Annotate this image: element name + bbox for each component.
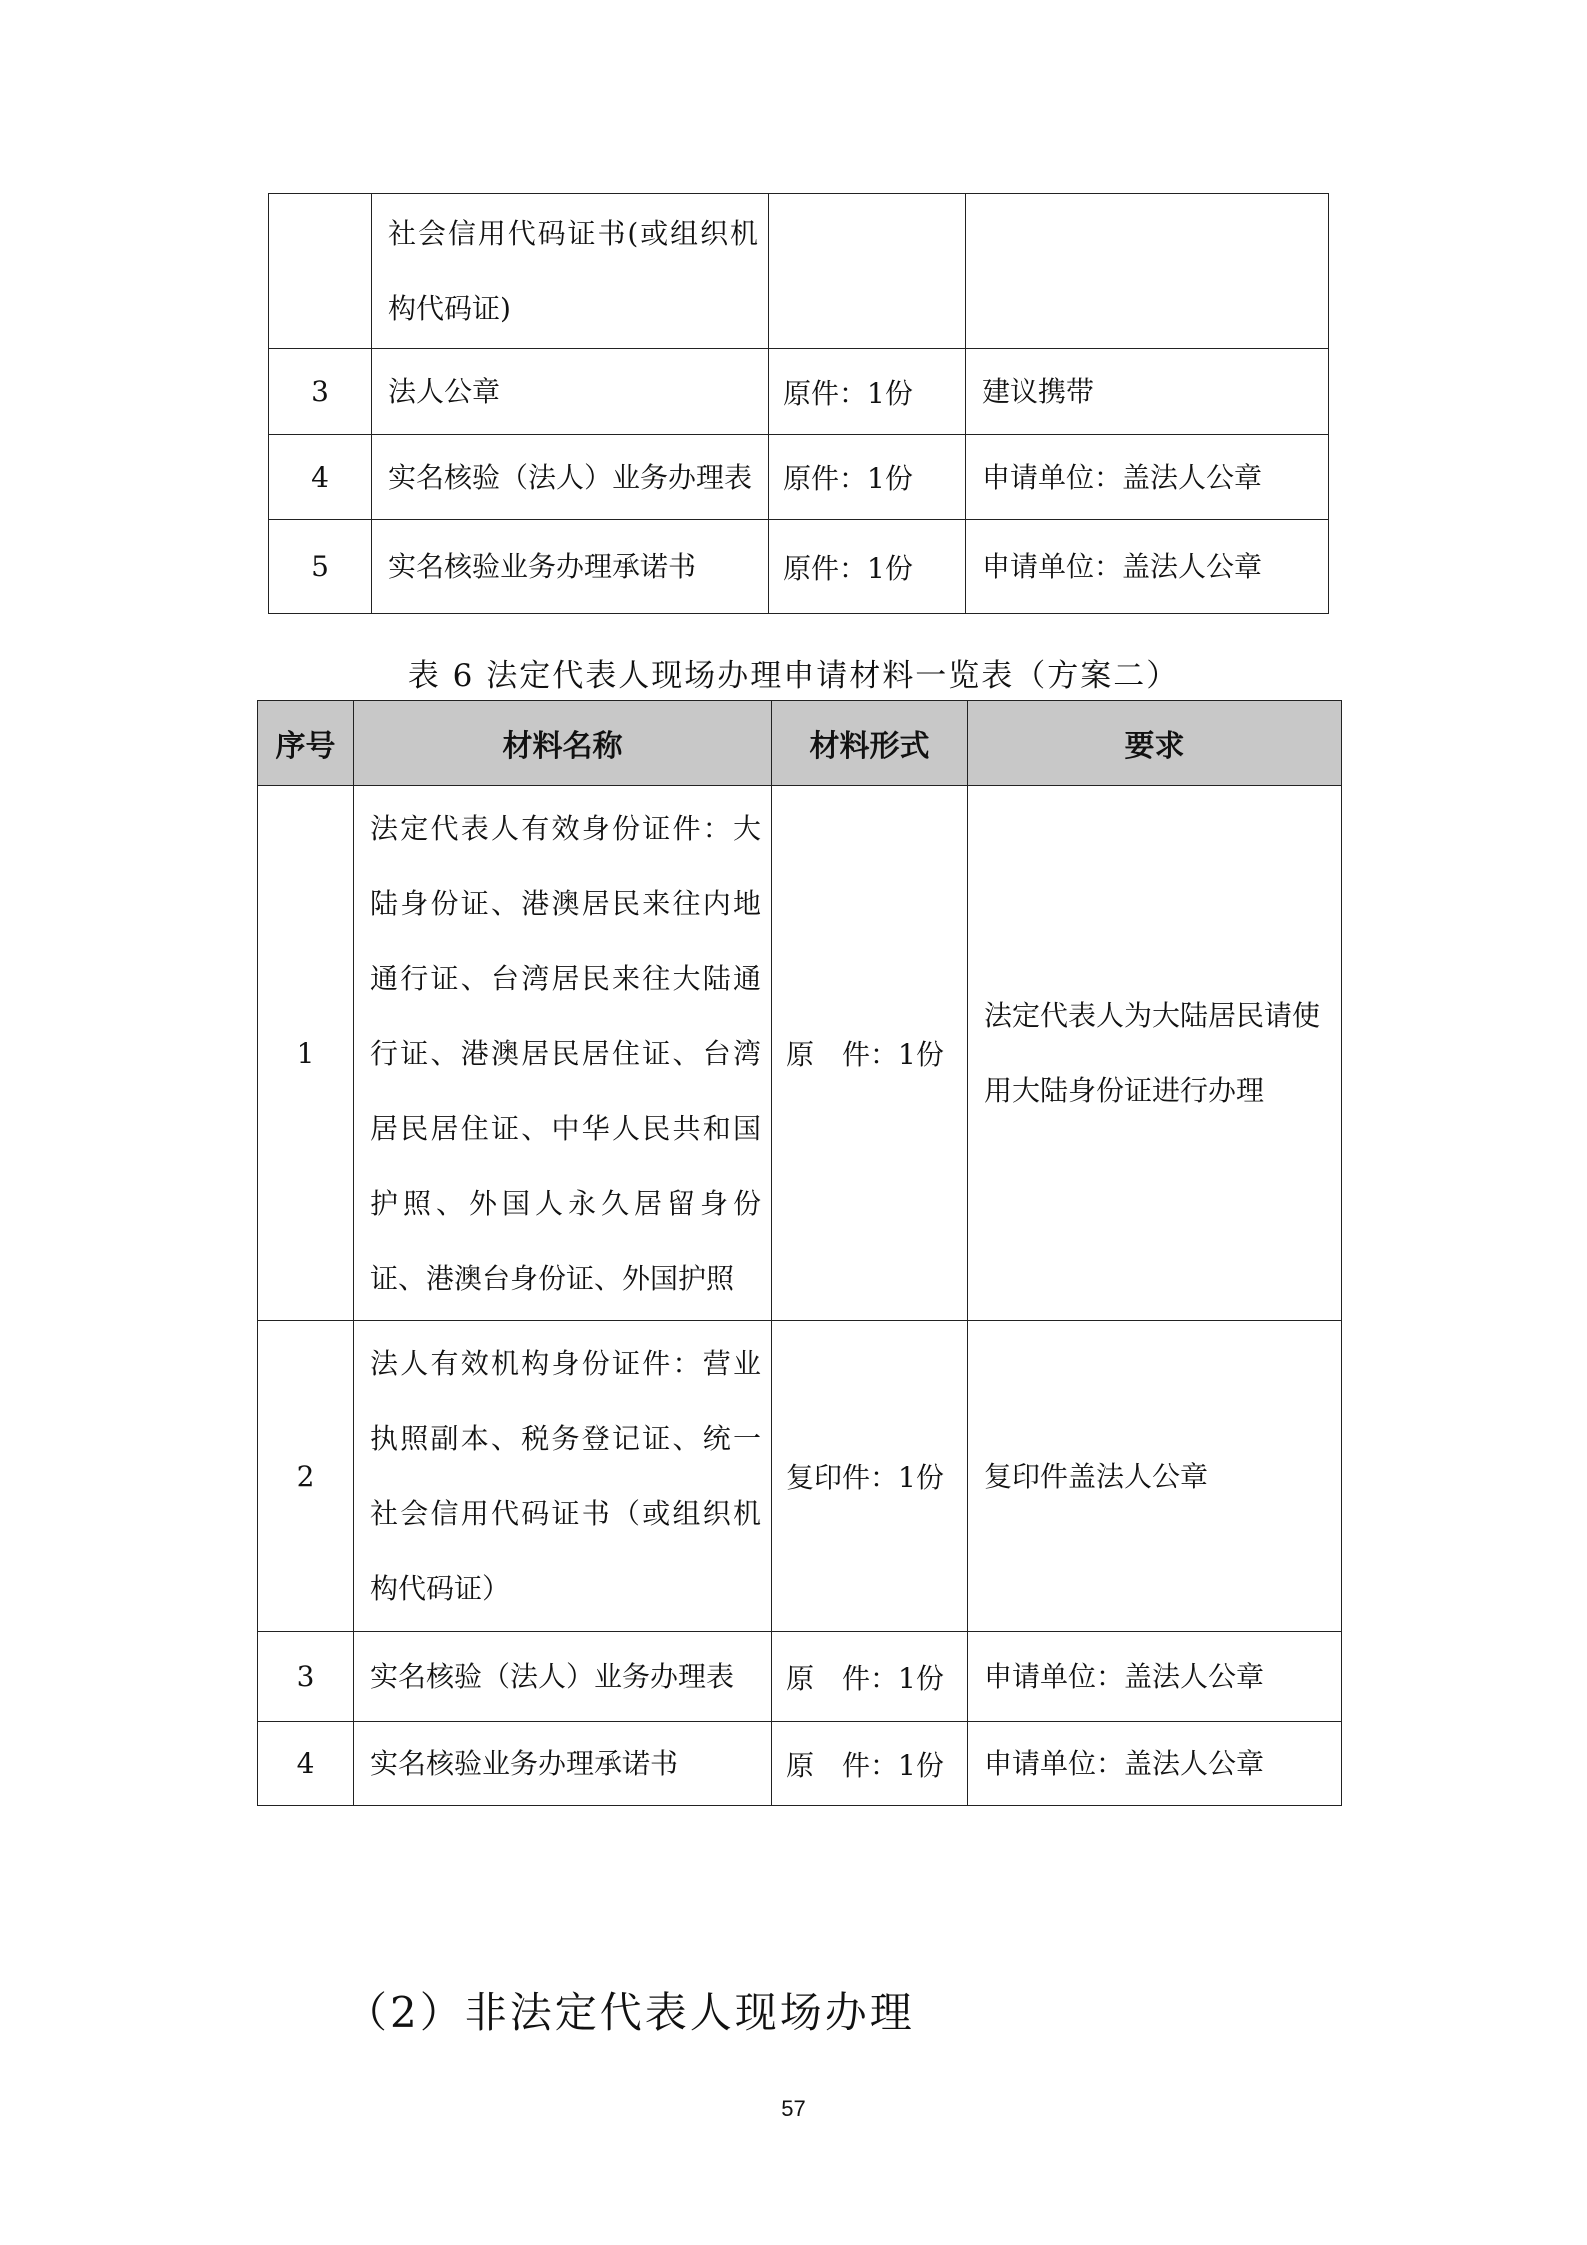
- header-no: 序号: [258, 701, 354, 786]
- table-row: [269, 349, 1329, 435]
- cell-no: 4: [258, 1722, 354, 1806]
- cell-req: [966, 194, 1329, 349]
- cell-form: 原件：1份: [769, 435, 966, 520]
- cell-req: 申请单位：盖法人公章: [966, 520, 1329, 614]
- cell-req: 申请单位：盖法人公章: [966, 435, 1329, 520]
- cell-form: 原件：1份: [769, 349, 966, 435]
- cell-name: 法定代表人有效身份证件：大陆身份证、港澳居民来往内地通行证、台湾居民来往大陆通行证、港澳居民居住证、台湾居民居住证、中华人民共和国护照、外国人永久居留身份证、港澳台身份证、外国护照: [354, 786, 772, 1321]
- cell-form: 原 件：1份: [772, 1632, 968, 1722]
- cell-name: 实名核验业务办理承诺书: [354, 1722, 772, 1806]
- cell-name: 实名核验（法人）业务办理表: [372, 435, 769, 520]
- cell-no: 3: [269, 349, 372, 435]
- cell-req: 复印件盖法人公章: [968, 1321, 1342, 1632]
- cell-name: 社会信用代码证书(或组织机构代码证): [372, 194, 769, 349]
- table-caption: 表 6 法定代表人现场办理申请材料一览表（方案二）: [407, 658, 1180, 694]
- cell-no: [269, 194, 372, 349]
- cell-req: 申请单位：盖法人公章: [968, 1632, 1342, 1722]
- cell-no: 3: [258, 1632, 354, 1722]
- cell-form: 原 件：1份: [772, 786, 968, 1321]
- header-name: 材料名称: [354, 701, 772, 786]
- cell-req: 法定代表人为大陆居民请使用大陆身份证进行办理: [968, 786, 1342, 1321]
- cell-form: 复印件：1份: [772, 1321, 968, 1632]
- table-row: [258, 1321, 1342, 1632]
- table-row: [269, 520, 1329, 614]
- table-row: [258, 786, 1342, 1321]
- table-row: [269, 194, 1329, 349]
- continued-materials-table: [268, 193, 1329, 614]
- page-number: 57: [781, 2096, 806, 2121]
- cell-name: 法人公章: [372, 349, 769, 435]
- cell-name: 实名核验（法人）业务办理表: [354, 1632, 772, 1722]
- cell-req: 建议携带: [966, 349, 1329, 435]
- table-row: [258, 1632, 1342, 1722]
- cell-form: 原件：1份: [769, 520, 966, 614]
- cell-form: [769, 194, 966, 349]
- table-header-row: [258, 701, 1342, 786]
- table-row: [269, 435, 1329, 520]
- header-req: 要求: [968, 701, 1342, 786]
- cell-no: 1: [258, 786, 354, 1321]
- cell-form: 原 件：1份: [772, 1722, 968, 1806]
- cell-no: 4: [269, 435, 372, 520]
- cell-name: 法人有效机构身份证件：营业执照副本、税务登记证、统一社会信用代码证书（或组织机构代码证）: [354, 1321, 772, 1632]
- header-form: 材料形式: [772, 701, 968, 786]
- section-heading: （2）非法定代表人现场办理: [345, 1988, 915, 2037]
- cell-no: 5: [269, 520, 372, 614]
- cell-req: 申请单位：盖法人公章: [968, 1722, 1342, 1806]
- table-row: [258, 1722, 1342, 1806]
- cell-no: 2: [258, 1321, 354, 1632]
- materials-table-6: [257, 700, 1342, 1806]
- cell-name: 实名核验业务办理承诺书: [372, 520, 769, 614]
